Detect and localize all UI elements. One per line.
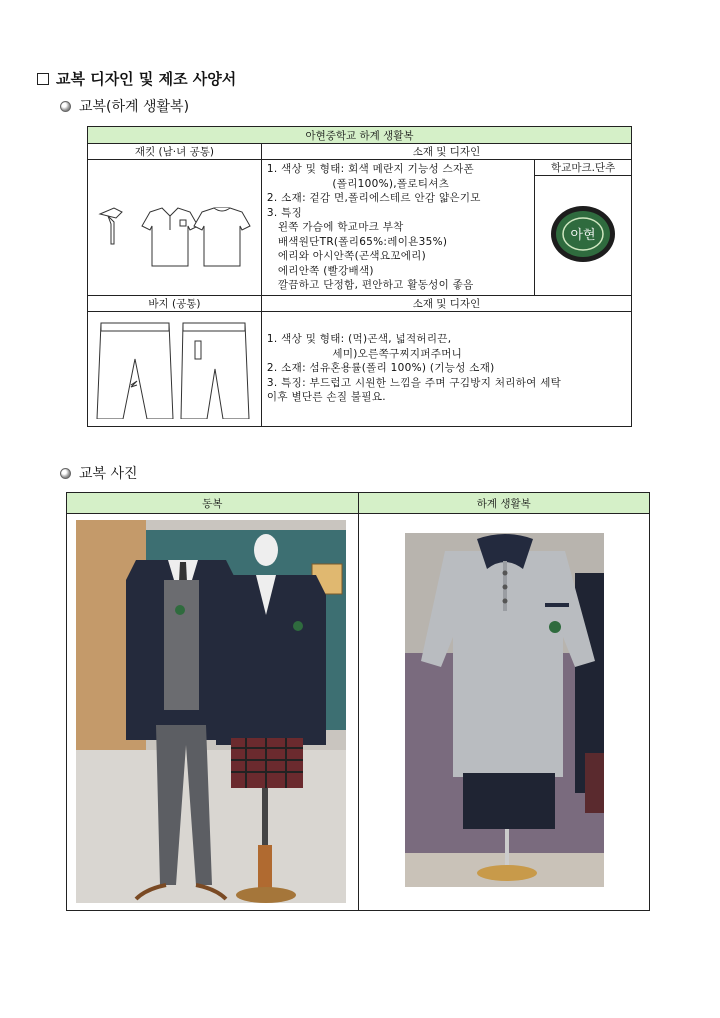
pants-drawing <box>91 315 257 419</box>
spec-line: 3. 특징 <box>266 206 303 219</box>
spec-table <box>87 126 632 427</box>
spec-line: 깔끔하고 단정함, 편안하고 활동성이 좋음 <box>266 279 474 291</box>
pants-drawing-cell <box>88 311 262 426</box>
section-title: 교복 사진 <box>79 466 138 482</box>
polo-shirt-drawing <box>90 170 258 282</box>
spec-table-title: 아현중학교 하계 생활복 <box>88 127 632 144</box>
badge-cell <box>535 176 632 295</box>
spec-line: 세미)오른쪽구찌지퍼주머니 <box>266 347 463 360</box>
section-title: 교복(하계 생활복) <box>79 99 190 115</box>
main-heading <box>37 68 236 89</box>
spec-line: 왼쪽 가슴에 학교마크 부착 <box>266 221 404 233</box>
bullet-circle-icon <box>60 101 71 112</box>
school-badge-icon <box>548 202 618 266</box>
jacket-drawing-cell <box>88 160 262 296</box>
pants-header: 바지 (공통) <box>88 295 262 311</box>
spec-line: 2. 소재: 겉감 면,폴리에스테르 안감 얇은기모 <box>266 192 481 204</box>
pants-material-header: 소재 및 디자인 <box>261 295 631 311</box>
spec-line: (폴리100%),폴로티셔츠 <box>266 177 450 190</box>
pants-spec-cell <box>261 311 631 426</box>
spec-line: 배색원단TR(폴리65%:레이욘35%) <box>266 235 448 248</box>
section-summer-spec <box>60 96 189 116</box>
spec-line: 에리안쪽 (빨강배색) <box>266 264 374 277</box>
winter-uniform-photo <box>76 520 346 903</box>
checkbox-square-icon <box>37 73 49 85</box>
summer-header: 하계 생활복 <box>358 493 650 514</box>
jacket-header: 재킷 (남·녀 공통) <box>88 144 262 160</box>
spec-line: 3. 특징: 부드럽고 시원한 느낌을 주며 구김방지 처리하여 세탁 <box>266 376 562 389</box>
summer-uniform-photo <box>405 533 604 887</box>
winter-header: 동복 <box>67 493 359 514</box>
spec-line: 1. 색상 및 형태: (먹)곤색, 넓적허리끈, <box>266 333 452 346</box>
material-header: 소재 및 디자인 <box>261 144 631 160</box>
spec-line: 에리와 아시안쪽(곤색요꼬에리) <box>266 250 427 262</box>
spec-line: 2. 소재: 섬유혼용률(폴리 100%) (기능성 소재) <box>266 362 495 375</box>
jacket-spec-cell <box>261 160 534 296</box>
section-photos <box>60 463 138 483</box>
badge-header: 학교마크.단추 <box>535 160 632 176</box>
spec-line: 1. 색상 및 형태: 회색 메란지 기능성 스자폰 <box>266 163 474 175</box>
bullet-circle-icon <box>60 468 71 479</box>
spec-line: 이후 별단른 손질 불필요. <box>266 391 386 404</box>
main-heading-text: 교복 디자인 및 제조 사양서 <box>56 70 237 88</box>
badge-text: 아현 <box>570 227 596 243</box>
